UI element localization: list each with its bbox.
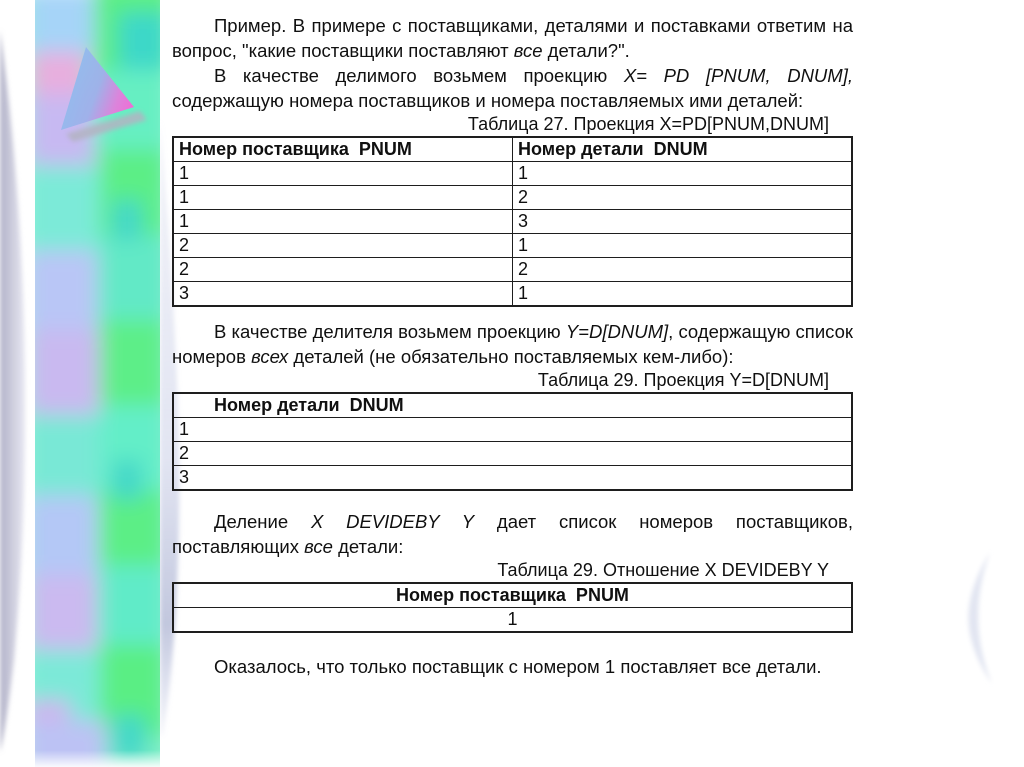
left-edge-curve xyxy=(0,30,25,752)
table-cell: 2 xyxy=(513,186,853,210)
table-cell: 2 xyxy=(173,234,513,258)
text-run: Деление xyxy=(214,511,311,532)
table-row xyxy=(173,234,852,258)
italic-text-run: X= PD [PNUM, DNUM], xyxy=(623,65,853,86)
table-row xyxy=(173,186,852,210)
italic-text-run: все xyxy=(513,40,543,61)
table-division-result xyxy=(172,582,853,633)
table-row xyxy=(173,418,852,442)
table-caption-result: Таблица 29. Отношение X DEVIDEBY Y xyxy=(497,560,829,580)
paragraph-intro xyxy=(172,13,853,63)
table-cell: 3 xyxy=(513,210,853,234)
table-cell: 1 xyxy=(173,162,513,186)
column-header: Номер детали DNUM xyxy=(173,393,852,418)
text-run: содержащую номера поставщиков и номера поставляемых ими деталей: xyxy=(172,90,804,111)
column-header: Номер поставщика PNUM xyxy=(173,583,852,608)
table-cell: 3 xyxy=(173,466,852,491)
text-run: Оказалось, что только поставщик с номером 1 поставляет все детали. xyxy=(214,656,822,677)
table-caption-projection-y: Таблица 29. Проекция Y=D[DNUM] xyxy=(537,370,829,390)
table-projection-x xyxy=(172,136,853,307)
table-cell: 1 xyxy=(173,186,513,210)
header-row xyxy=(173,137,852,162)
paragraph-dividend xyxy=(172,63,853,113)
table-row xyxy=(173,258,852,282)
paragraph-conclusion xyxy=(172,654,853,679)
table-row xyxy=(173,442,852,466)
text-run: В качестве делителя возьмем проекцию xyxy=(214,321,566,342)
slide-content xyxy=(172,13,853,679)
column-header: Номер поставщика PNUM xyxy=(173,137,513,162)
table-cell: 2 xyxy=(173,258,513,282)
table-cell: 1 xyxy=(173,608,852,633)
paragraph-division xyxy=(172,509,853,559)
text-run: Пример. В примере с поставщиками, деталями и поставками ответим на вопрос, "какие поставщики поставляют xyxy=(172,15,853,61)
text-run: детали: xyxy=(332,536,404,557)
text-run: деталей (не обязательно поставляемых кем-либо): xyxy=(288,346,734,367)
table-cell: 1 xyxy=(513,162,853,186)
table-cell: 2 xyxy=(173,442,852,466)
table-cell: 1 xyxy=(173,210,513,234)
header-row xyxy=(173,393,852,418)
table-row xyxy=(173,210,852,234)
table-row xyxy=(173,162,852,186)
table-cell: 1 xyxy=(513,282,853,307)
table-cell: 1 xyxy=(513,234,853,258)
italic-text-run: X DEVIDEBY Y xyxy=(310,511,475,532)
italic-text-run: все xyxy=(304,536,333,557)
text-run: дает список номеров поставщиков, поставляющих xyxy=(172,511,853,557)
strip-bottom-fade xyxy=(35,750,160,767)
italic-text-run: всех xyxy=(251,346,289,367)
table-row xyxy=(173,608,852,633)
italic-text-run: Y=D[DNUM] xyxy=(565,321,669,342)
table-caption-projection-x: Таблица 27. Проекция X=PD[PNUM,DNUM] xyxy=(467,114,829,134)
right-edge-curve xyxy=(969,552,993,684)
table-cell: 1 xyxy=(173,418,852,442)
column-header: Номер детали DNUM xyxy=(513,137,853,162)
table-cell: 3 xyxy=(173,282,513,307)
table-cell: 2 xyxy=(513,258,853,282)
table-projection-y xyxy=(172,392,853,491)
text-run: , содержащую список номеров xyxy=(172,321,853,367)
text-run: детали?". xyxy=(542,40,630,61)
header-row xyxy=(173,583,852,608)
text-run: В качестве делимого возьмем проекцию xyxy=(214,65,624,86)
paragraph-divisor xyxy=(172,319,853,369)
table-row xyxy=(173,282,852,307)
table-row xyxy=(173,466,852,491)
